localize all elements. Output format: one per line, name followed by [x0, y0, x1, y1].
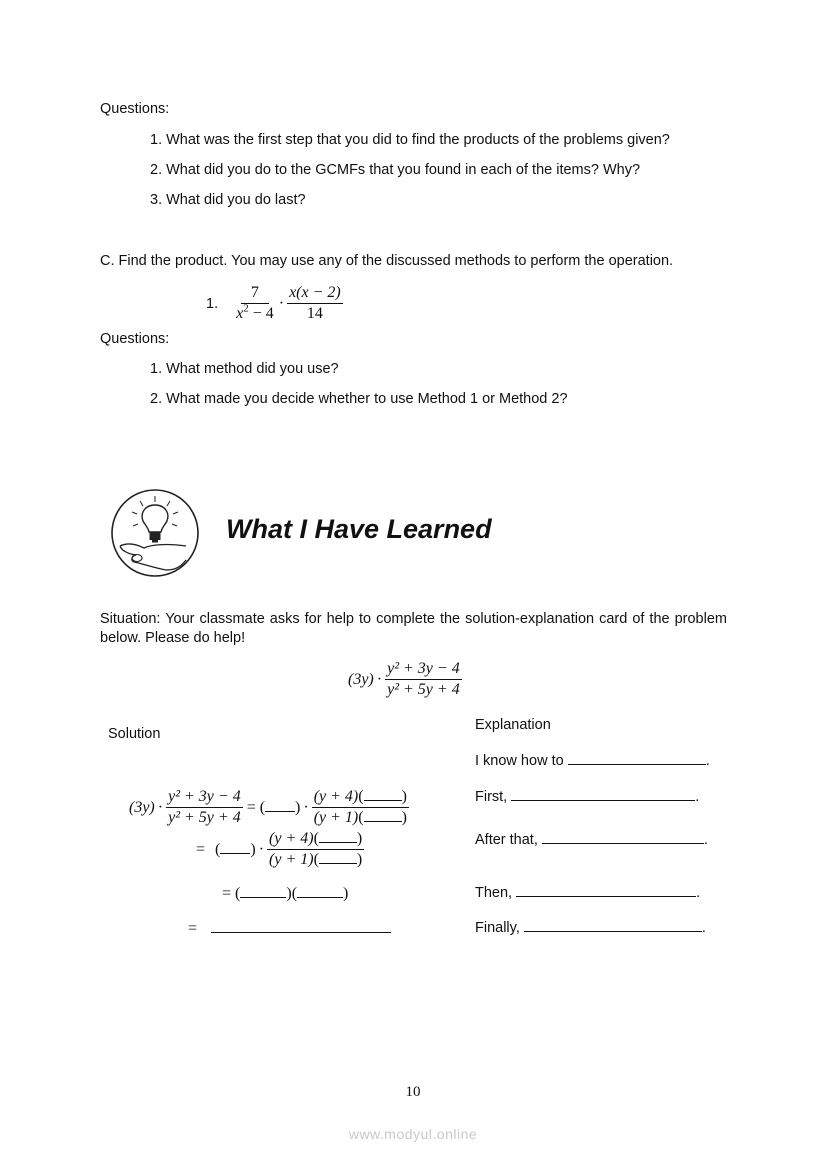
- section-c-instruction: C. Find the product. You may use any of the discussed methods to perform the operation.: [100, 253, 674, 269]
- watermark: www.modyul.online: [348, 1126, 478, 1142]
- step-1-rhs-fraction: [312, 787, 409, 828]
- var-x: x: [236, 305, 244, 322]
- situation-expression: [348, 659, 462, 700]
- questions-heading-1: Questions:: [100, 101, 170, 117]
- blank[interactable]: [240, 884, 286, 898]
- blank[interactable]: [319, 829, 357, 843]
- fraction-1: [234, 283, 276, 324]
- section-title: What I Have Learned: [226, 514, 492, 544]
- explanation-line: [475, 884, 700, 901]
- step-1-fraction: [166, 787, 243, 828]
- fraction-numerator: (y + 4)( ): [312, 787, 409, 808]
- problem-number: 1.: [206, 295, 219, 312]
- factor: (y + 1): [269, 851, 314, 868]
- factor: (y + 1): [313, 809, 359, 826]
- answer-blank[interactable]: [568, 752, 706, 765]
- fraction-2-numerator: x(x − 2): [287, 283, 343, 304]
- explanation-line: [475, 752, 710, 769]
- blank[interactable]: [297, 884, 343, 898]
- coefficient: (3y): [129, 798, 155, 816]
- situation-text: Situation: Your classmate asks for help to complete the solution-explanation card of the problem below. Please do help!: [100, 611, 727, 646]
- fraction-2-denominator: 14: [306, 305, 323, 322]
- question-item: 2. What did you do to the GCMFs that you found in each of the items? Why?: [150, 162, 641, 178]
- equals-sign: =: [188, 920, 198, 937]
- answer-blank[interactable]: [524, 919, 702, 932]
- step-2-fraction: [267, 829, 364, 870]
- fraction-numerator: y² + 3y − 4: [166, 787, 243, 808]
- fraction-1-denominator: [234, 304, 276, 324]
- solution-label: Solution: [108, 726, 161, 742]
- solution-step-4: [188, 919, 391, 938]
- solution-step-2: [196, 829, 364, 870]
- den-rest: − 4: [248, 305, 274, 322]
- multiply-dot: ·: [258, 840, 265, 858]
- lightbulb-in-hand-icon: [110, 488, 200, 578]
- questions-heading-2: Questions:: [100, 331, 170, 347]
- explanation-line: [475, 919, 706, 936]
- final-answer-blank[interactable]: [211, 919, 391, 933]
- fraction-numerator: y² + 3y − 4: [385, 659, 462, 680]
- line-prefix: After that,: [475, 832, 542, 848]
- line-suffix: .: [696, 885, 701, 901]
- line-prefix: Then,: [475, 885, 517, 901]
- answer-blank[interactable]: [511, 788, 695, 801]
- blank[interactable]: [364, 808, 402, 822]
- multiply-dot: ·: [278, 294, 285, 312]
- factor: (y + 4): [313, 788, 359, 805]
- multiply-dot: ·: [157, 798, 164, 816]
- question-item: 1. What method did you use?: [150, 361, 339, 377]
- blank[interactable]: [364, 787, 402, 801]
- solution-step-1: [129, 787, 409, 828]
- solution-step-3: = ( )( ): [222, 885, 349, 902]
- factor: (y + 4): [269, 830, 314, 847]
- question-item: 2. What made you decide whether to use Method 1 or Method 2?: [150, 391, 568, 407]
- fraction-denominator: y² + 5y + 4: [387, 681, 460, 698]
- line-suffix: .: [703, 832, 708, 848]
- explanation-line: [475, 788, 699, 805]
- fraction-numerator: (y + 4)( ): [267, 829, 364, 850]
- equals-sign: =: [246, 798, 256, 816]
- fraction-1-numerator: 7: [241, 283, 269, 304]
- multiply-dot: ·: [376, 670, 383, 688]
- blank-factor[interactable]: ( ): [259, 799, 301, 816]
- line-suffix: .: [695, 789, 700, 805]
- explanation-line: [475, 831, 708, 848]
- blank[interactable]: [319, 850, 357, 864]
- equals-sign: =: [196, 840, 206, 858]
- line-suffix: .: [701, 920, 706, 936]
- fraction-denominator: (y + 1)( ): [313, 809, 407, 826]
- blank-factor[interactable]: ( ): [215, 841, 256, 858]
- fraction-denominator: (y + 1)( ): [269, 851, 363, 868]
- coefficient: (3y): [348, 670, 374, 688]
- line-prefix: I know how to: [475, 753, 568, 769]
- problem-1: [206, 283, 343, 324]
- explanation-label: Explanation: [475, 717, 551, 733]
- line-suffix: .: [705, 753, 710, 769]
- answer-blank[interactable]: [542, 831, 704, 844]
- fraction-denominator: y² + 5y + 4: [168, 809, 241, 826]
- page-number: 10: [405, 1084, 421, 1100]
- fraction-2: [287, 283, 343, 324]
- answer-blank[interactable]: [516, 884, 696, 897]
- question-item: 1. What was the first step that you did to find the products of the problems given?: [150, 132, 670, 148]
- line-prefix: First,: [475, 789, 512, 805]
- multiply-dot: ·: [303, 798, 309, 816]
- equals-sign: =: [222, 885, 232, 902]
- expression-fraction: [385, 659, 462, 700]
- line-prefix: Finally,: [475, 920, 524, 936]
- exponent: 2: [243, 302, 249, 315]
- question-item: 3. What did you do last?: [150, 192, 306, 208]
